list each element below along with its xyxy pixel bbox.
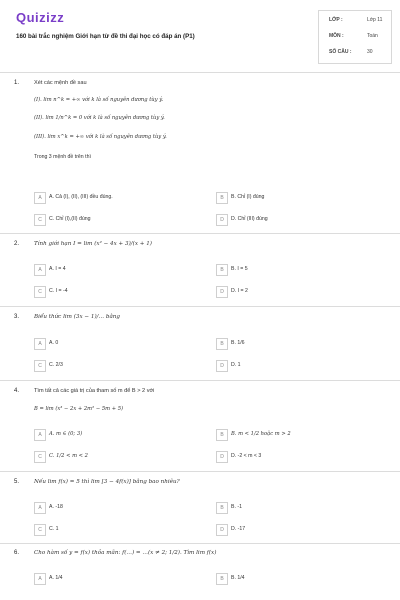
option-text: D. Chỉ (III) đúng [231, 216, 268, 222]
question-divider [0, 543, 400, 544]
option-text: A. I = 4 [49, 266, 66, 272]
option-letter: C [34, 360, 46, 372]
statement-line: (III). lim x^k = +∞ với k là số nguyên dương tùy ý. [34, 134, 167, 140]
option-text: B. I = 5 [231, 266, 248, 272]
question-number: 2. [14, 241, 20, 247]
question-divider [0, 233, 400, 234]
option-text: A. 1/4 [49, 575, 63, 581]
option-text: C. 2/3 [49, 362, 63, 368]
option-text: D. -17 [231, 526, 246, 532]
option-text: B. Chỉ (I) đúng [231, 194, 265, 200]
option-text: D. I = 2 [231, 288, 248, 294]
option-text: C. I = -4 [49, 288, 68, 294]
option-letter: D [216, 451, 228, 463]
option-text: A. -18 [49, 504, 63, 510]
header-divider [0, 72, 400, 73]
option-text: C. 1/2 < m < 2 [49, 453, 88, 459]
option-letter: B [216, 192, 228, 204]
option-letter: B [216, 573, 228, 585]
statement-line: (I). lim n^k = +∞ với k là số nguyên dương tùy ý. [34, 97, 164, 103]
question-number: 5. [14, 479, 20, 485]
question-text: Xét các mệnh đề sau [34, 80, 87, 86]
option-text: B. 1/6 [231, 340, 245, 346]
option-letter: C [34, 451, 46, 463]
question-text: Tìm tất cả các giá trị của tham số m để B > 2 với [34, 388, 155, 394]
option-letter: C [34, 286, 46, 298]
option-text: C. Chỉ (I),(II) đúng [49, 216, 91, 222]
question-text: Tính giới hạn I = lim (x² − 4x + 3)/(x + 1) [34, 241, 152, 247]
statement-line: B = lim (x³ − 2x + 2m² − 5m + 5) [34, 406, 124, 412]
info-box [318, 10, 392, 64]
option-text: D. 1 [231, 362, 241, 368]
option-letter: B [216, 502, 228, 514]
question-text: Biểu thức lim (3x − 1)/… bằng [34, 314, 120, 320]
option-letter: D [216, 286, 228, 298]
option-letter: A [34, 338, 46, 350]
question-divider [0, 471, 400, 472]
question-number: 6. [14, 550, 20, 556]
class-value: Lớp 11 [367, 17, 383, 23]
question-count-value: 30 [367, 49, 373, 55]
question-text: Cho hàm số y = f(x) thỏa mãn: f(…) = …(x ≠ 2; 1/2). Tìm lim f(x) [34, 550, 217, 556]
option-text: B. m < 1/2 hoặc m > 2 [231, 431, 291, 437]
statement-line: Trong 3 mệnh đề trên thì [34, 154, 91, 160]
option-letter: B [216, 264, 228, 276]
option-letter: A [34, 192, 46, 204]
option-letter: A [34, 429, 46, 441]
option-letter: D [216, 524, 228, 536]
option-text: B. -1 [231, 504, 242, 510]
question-text: Nếu lim f(x) = 5 thì lim [3 − 4f(x)] bằng bao nhiêu? [34, 479, 180, 485]
class-label: LỚP : [329, 17, 343, 23]
option-text: A. 0 [49, 340, 59, 346]
subject-value: Toán [367, 33, 378, 39]
quizizz-logo: Quizizz [16, 10, 65, 25]
option-letter: C [34, 214, 46, 226]
question-number: 4. [14, 388, 20, 394]
option-letter: B [216, 429, 228, 441]
page-title: 160 bài trắc nghiệm Giới hạn từ đề thi đại học có đáp án (P1) [16, 33, 195, 40]
question-count-label: SỐ CÂU : [329, 49, 352, 55]
question-divider [0, 306, 400, 307]
option-letter: A [34, 264, 46, 276]
option-letter: D [216, 360, 228, 372]
option-text: C. 1 [49, 526, 59, 532]
option-text: B. 1/4 [231, 575, 245, 581]
question-number: 1. [14, 80, 20, 86]
header [0, 0, 400, 72]
option-text: D. -2 < m < 3 [231, 453, 262, 459]
statement-line: (II). lim 1/n^k = 0 với k là số nguyên dương tùy ý. [34, 115, 165, 121]
option-letter: C [34, 524, 46, 536]
option-letter: A [34, 573, 46, 585]
option-text: A. Cả (I), (II), (III) đều đúng. [49, 194, 113, 200]
option-letter: A [34, 502, 46, 514]
question-divider [0, 380, 400, 381]
subject-label: MÔN : [329, 33, 344, 39]
option-text: A. m ∈ (0; 3) [49, 431, 83, 437]
option-letter: B [216, 338, 228, 350]
question-number: 3. [14, 314, 20, 320]
option-letter: D [216, 214, 228, 226]
